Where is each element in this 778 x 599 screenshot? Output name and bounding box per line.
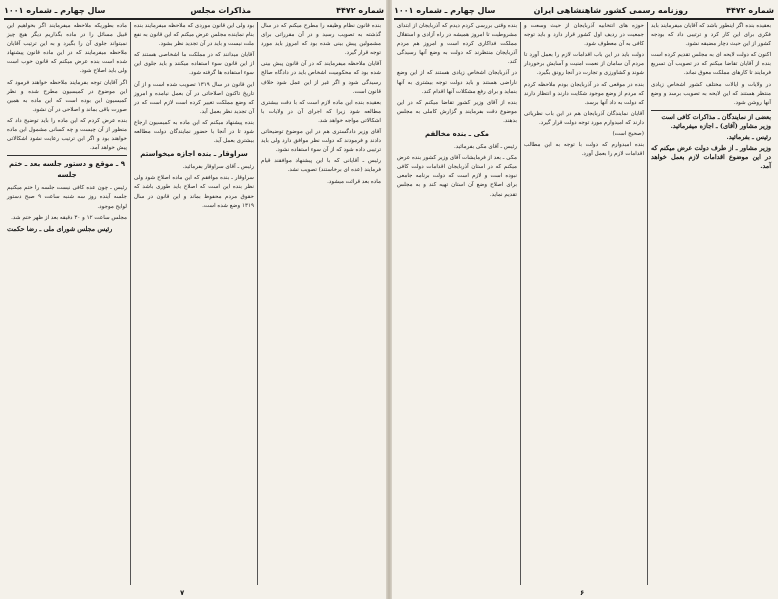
paragraph: بود ولی این قانون موردی که ملاحظه میفرمایند بنده بنام نماینده مجلس عرض میکنم که این قانون به نفع ملت نیست و باید در آن تجدید نظر بشود.	[134, 23, 254, 48]
section-subhead: سراوقار ـ بنده اجازه میخواستم	[140, 150, 248, 159]
paragraph: بنده امیدوارم که دولت با توجه به این مطالب اقدامات لازم را بعمل آورد.	[524, 142, 644, 158]
paragraph: آقایان میدانند که در مملکت ما اشخاصی هستند که از این قانون سوء استفاده میکنند و باید جلوی این سوء استفاده ها گرفته شود.	[134, 52, 254, 77]
signature: رئیس مجلس شورای ملی ـ رضا حکمت	[7, 224, 113, 233]
paragraph: اکنون که دولت لایحه ای به مجلس تقدیم کرده است بنده از آقایان تقاضا میکنم که در تصویب آن تسریع فرمایند تا کارهای مملکت معوق نماند.	[651, 52, 771, 77]
paragraph: بنده عرض کردم که این ماده را باید توضیح داد که منظور از آن چیست و چه کسانی مشمول این ماده خواهند بود و اگر این ترتیب رعایت نشود اشکالاتی پیش خواهد آمد.	[7, 117, 127, 152]
left-page-columns	[4, 22, 384, 585]
paragraph: بعقیده بنده این ماده لازم است که با دقت بیشتری مطالعه شود زیرا که اجرای آن در ولایات با اشکالاتی مواجه خواهد شد.	[261, 99, 381, 124]
paragraph: آقایان ملاحظه میفرمایند که در آن قانون پیش بینی شده بود که محکومیت اشخاص باید در دادگاه صالح رسیدگی شود و اگر غیر از این عمل شود خلاف قانون است.	[261, 61, 381, 95]
paragraph: مجلس ساعت ۱۲ و ۳۰ دقیقه بعد از ظهر ختم شد.	[11, 214, 127, 221]
paragraph: رئیس ـ آقای سراوقار بفرمائید.	[182, 164, 254, 171]
paragraph: بنده قانون نظام وظیفه را مطرح میکنم که در سال گذشته به تصویب رسید و در آن مقرراتی برای مشمولین پیش بینی شده بود که امروز باید مورد توجه قرار گیرد.	[261, 23, 381, 57]
issue-number: شماره ۴۴۷۲	[726, 5, 774, 15]
paragraph: مکی ـ بعد از فرمایشات آقای وزیر کشور بنده عرض میکنم که در استان آذربایجان اقدامات دولت کافی نبوده است و لازم است که دولت برنامه جامعی برای اصلاح وضع آن استان تهیه کند و به مجلس تقدیم نماید.	[397, 155, 517, 198]
paragraph: در ولایات و ایالات مختلف کشور اشخاص زیادی منتظر هستند که این لایحه به تصویب برسد و وضع آنها روشن شود.	[651, 81, 771, 106]
paragraph: ماده بعد قرائت میشود.	[327, 178, 381, 185]
paragraph: حوزه های انتخابیه آذربایجان از حیث وسعت و جمعیت در ردیف اول کشور قرار دارد و باید توجه کافی به آن معطوف شود.	[524, 23, 644, 48]
paragraph: این قانون در سال ۱۳۱۹ تصویب شده است و از آن تاریخ تاکنون اصلاحاتی در آن بعمل نیامده و امروز که وضع مملکت تغییر کرده است لازم است که در آن تجدید نظر بعمل آید.	[134, 81, 255, 115]
paragraph: اگر آقایان توجه بفرمایند ملاحظه خواهند فرمود که این موضوع در کمیسیون مطرح شده و نظر کمیسیون این بوده است که این ماده به همین صورت باقی بماند و اصلاحی در آن نشود.	[7, 79, 127, 113]
paragraph: (صحیح است)	[612, 131, 644, 138]
paragraph: رئیس ـ آقای مکی بفرمائید.	[453, 144, 517, 151]
section-title: مذاکرات مجلس	[190, 5, 252, 15]
divider	[651, 110, 771, 111]
paragraph: وزیر مشاور ـ از طرف دولت عرض میکنم که در این موضوع اقدامات لازم بعمل خواهد آمد.	[651, 144, 771, 171]
date-line: سال چهارم ـ شماره ۱۰۰۱	[4, 5, 106, 15]
section-title: روزنامه رسمی کشور شاهنشاهی ایران	[533, 5, 688, 15]
section-subhead: ۹ ـ موقع و دستور جلسه بعد ـ ختم جلسه	[8, 160, 126, 180]
page-number: ۷	[180, 589, 185, 597]
paragraph: رئیس ـ بفرمائید.	[726, 133, 771, 142]
paragraph: آقایان نمایندگان آذربایجان هم در این باب نظریاتی دارند که امیدوارم مورد توجه دولت قرار گیرد.	[524, 110, 644, 126]
paragraph: رئیس ـ آقایانی که با این پیشنهاد موافقند قیام فرمایند (عده ای برخاستند) تصویب نشد.	[261, 158, 381, 174]
issue-number: شماره ۴۴۷۲	[336, 5, 384, 15]
right-page-columns	[394, 22, 774, 585]
paragraph: بنده وقتی بررسی کردم دیدم که آذربایجان از ابتدای مشروطیت تا امروز همیشه در راه آزادی و استقلال مملکت فداکاری کرده است و امروز هم مردم آذربایجان منتظرند که دولت به وضع آنها رسیدگی کند.	[397, 23, 517, 66]
date-line: سال چهارم ـ شماره ۱۰۰۱	[394, 5, 496, 15]
paragraph: در آذربایجان اشخاص زیادی هستند که از این وضع ناراضی هستند و باید دولت توجه بیشتری به آنها بنماید و برای رفع مشکلات آنها اقدام کند.	[397, 70, 517, 95]
paragraph: آقای وزیر دادگستری هم در این موضوع توضیحاتی دادند و فرمودند که دولت نظر موافق دارد ولی باید ترتیبی داده شود که از آن سوء استفاده نشود.	[261, 129, 381, 154]
divider	[7, 155, 127, 156]
paragraph: رئیس ـ چون عده کافی نیست جلسه را ختم میکنیم جلسه آینده روز سه شنبه ساعت ۹ صبح دستور لوایح موجود.	[7, 185, 127, 210]
text-column	[130, 22, 257, 585]
section-subhead: بعضی از نمایندگان ـ مذاکرات کافی است	[661, 112, 771, 121]
section-subhead: مکی ـ بنده مخالفم	[424, 130, 489, 139]
left-page	[0, 0, 388, 599]
paragraph: وزیر مشاور (آقای) ـ اجازه میفرمائید.	[670, 121, 771, 130]
paragraph: سراوقار ـ بنده موافقم که این ماده اصلاح شود ولی نظر بنده این است که اصلاح باید طوری باشد که حقوق مردم محفوظ بماند و این قانون در سال ۱۳۱۹ وضع شده است.	[134, 175, 254, 209]
left-page-header	[4, 2, 384, 20]
text-column	[647, 22, 774, 585]
paragraph: دولت باید در این باب اقدامات لازم را بعمل آورد تا مردم آن سامان از نعمت امنیت و آسایش برخوردار شوند و کشاورزی و تجارت در آنجا رونق بگیرد.	[524, 52, 644, 77]
text-column	[520, 22, 647, 585]
paragraph: بنده در موقعی که در آذربایجان بودم ملاحظه کردم که مردم از وضع موجود شکایت دارند و انتظار دارند که دولت به داد آنها برسد.	[524, 81, 644, 106]
text-column	[257, 22, 384, 585]
page-number: ۶	[580, 589, 585, 597]
text-column	[4, 22, 130, 585]
paragraph: ماده بطوریکه ملاحظه میفرمایند اگر بخواهیم این قبیل مسائل را در ماده بگذاریم دیگر هیچ چیز نمیتواند جلوی آن را بگیرد و به این ترتیب آقایان ملاحظه میفرمایند که در این ماده قانون پیشنهاد شده است بنده عرض میکنم که قانون خوب است ولی باید اصلاح شود.	[7, 23, 127, 75]
right-page-header	[394, 2, 774, 20]
paragraph: بنده پیشنهاد میکنم که این ماده به کمیسیون ارجاع شود تا در آنجا با حضور نمایندگان دولت مطالعه بیشتری بعمل آید.	[134, 119, 254, 145]
paragraph: بنده از آقای وزیر کشور تقاضا میکنم که در این موضوع دقت بفرمایند و گزارش کاملی به مجلس بدهند.	[397, 99, 517, 124]
right-page	[390, 0, 778, 599]
paragraph: بعقیده بنده اگر اینطور باشد که آقایان میفرمایند باید فکری برای این کار کرد و ترتیبی داد که بودجه کشور از این حیث دچار مضیقه نشود.	[651, 23, 771, 48]
text-column	[394, 22, 520, 585]
